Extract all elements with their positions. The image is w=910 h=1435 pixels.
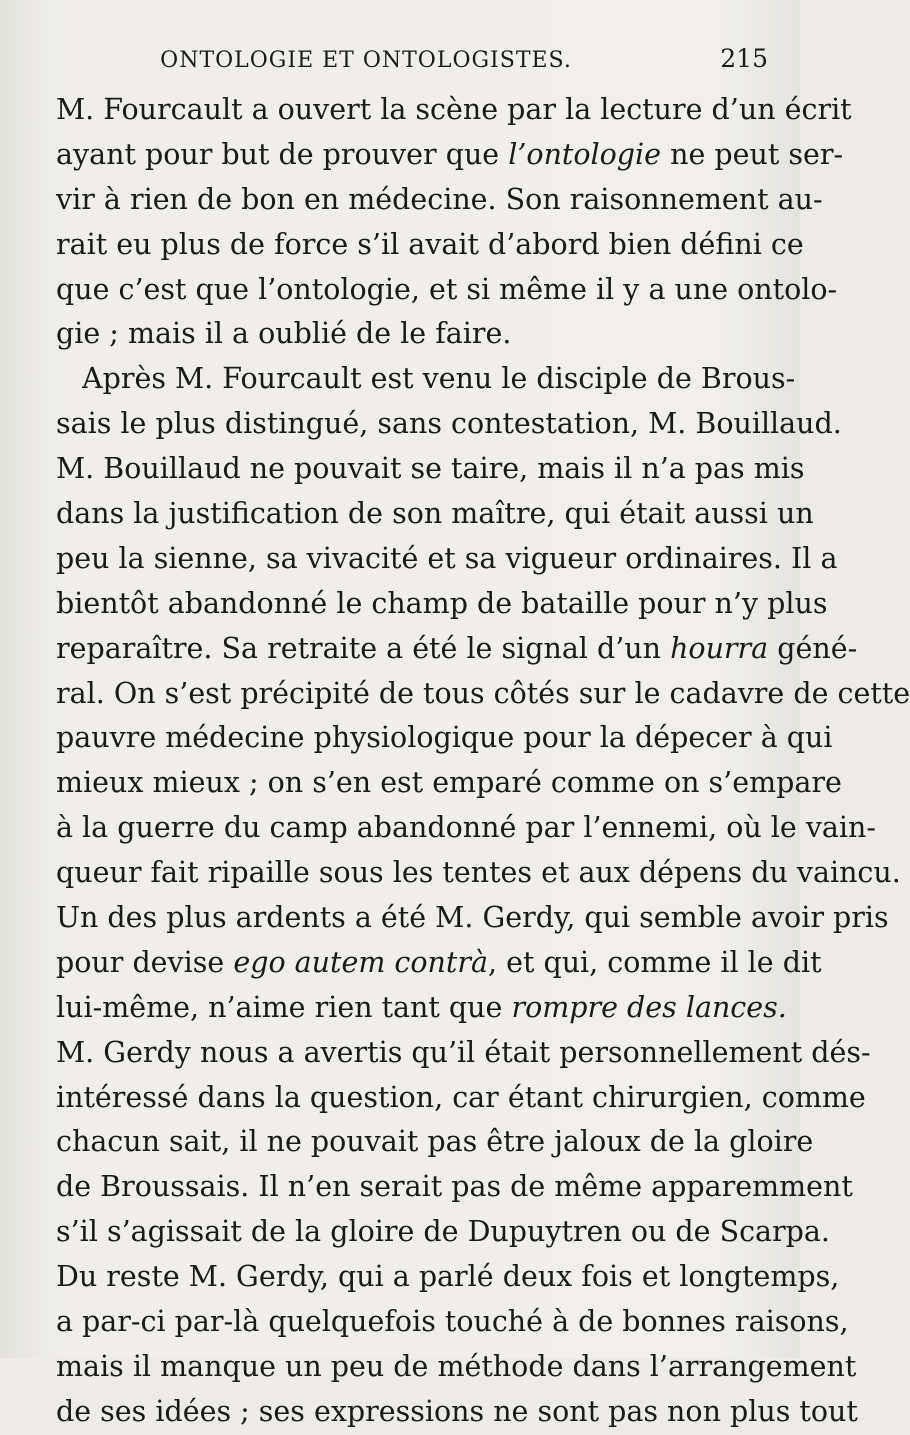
- text-segment: M. Gerdy nous a avertis qu’il était personnellement dés-: [56, 1035, 871, 1069]
- text-line: [56, 582, 828, 627]
- text-segment: chacun sait, il ne pouvait pas être jaloux de la gloire: [56, 1125, 814, 1159]
- text-line: [56, 627, 858, 672]
- text-line: [56, 537, 838, 582]
- text-line: [56, 1031, 871, 1076]
- text-segment: pour devise: [56, 945, 234, 979]
- text-segment: s’il s’agissait de la gloire de Dupuytren ou de Scarpa.: [56, 1215, 830, 1249]
- text-line: [56, 402, 842, 447]
- text-segment: de ses idées ; ses expressions ne sont pas non plus tout: [56, 1394, 858, 1428]
- text-line: [56, 1210, 830, 1255]
- text-line: [56, 896, 889, 941]
- text-segment: vir à rien de bon en médecine. Son raisonnement au-: [56, 182, 823, 216]
- text-line: [56, 88, 852, 133]
- text-line: [56, 312, 750, 357]
- text-line: [56, 268, 838, 313]
- text-segment: rait eu plus de force s’il avait d’abord bien défini ce: [56, 227, 804, 261]
- italic-text: l’ontologie: [508, 137, 662, 171]
- text-segment: bientôt abandonné le champ de bataille pour n’y plus: [56, 586, 828, 620]
- text-line: [56, 1165, 853, 1210]
- text-line: [56, 1300, 849, 1345]
- page-number: 215: [720, 44, 768, 73]
- text-line: [56, 851, 901, 896]
- text-segment: sais le plus distingué, sans contestation, M. Bouillaud.: [56, 407, 842, 441]
- text-segment: M. Fourcault a ouvert la scène par la lecture d’un écrit: [56, 93, 852, 126]
- text-segment: ne peut ser-: [661, 137, 844, 171]
- italic-text: rompre des lances.: [511, 990, 787, 1024]
- text-segment: Après M. Fourcault est venu le disciple de Brous-: [82, 362, 796, 396]
- text-line: [56, 1076, 866, 1121]
- text-segment: ral. On s’est précipité de tous côtés sur le cadavre de cette: [56, 676, 910, 710]
- text-segment: , et qui, comme il le dit: [487, 945, 822, 979]
- text-segment: reparaître. Sa retraite a été le signal d’un: [56, 631, 671, 665]
- text-segment: intéressé dans la question, car étant chirurgien, comme: [56, 1080, 866, 1114]
- text-segment: de Broussais. Il n’en serait pas de même apparemment: [56, 1170, 853, 1204]
- italic-text: ego autem contrà: [233, 945, 488, 979]
- running-head: [56, 44, 768, 84]
- text-line: [56, 1255, 840, 1300]
- text-line: [56, 1390, 858, 1435]
- text-segment: lui-même, n’aime rien tant que: [56, 990, 512, 1024]
- text-segment: dans la justification de son maître, qui était aussi un: [56, 497, 814, 531]
- text-line: [56, 761, 842, 806]
- text-line: [56, 133, 844, 178]
- text-segment: Un des plus ardents a été M. Gerdy, qui semble avoir pris: [56, 901, 889, 935]
- text-segment: peu la sienne, sa vivacité et sa vigueur ordinaires. Il a: [56, 541, 838, 575]
- text-line: [56, 357, 796, 402]
- text-segment: ayant pour but de prouver que: [56, 137, 509, 171]
- text-line: [56, 672, 910, 717]
- text-segment: géné-: [768, 631, 858, 665]
- text-segment: mais il manque un peu de méthode dans l’arrangement: [56, 1349, 857, 1383]
- text-line: [56, 941, 822, 986]
- text-line: [56, 223, 804, 268]
- text-line: [56, 806, 877, 851]
- text-segment: pauvre médecine physiologique pour la dépecer à qui: [56, 721, 833, 755]
- text-line: [56, 492, 814, 537]
- text-segment: que c’est que l’ontologie, et si même il y a une ontolo-: [56, 272, 838, 306]
- body-text: [56, 88, 910, 1435]
- text-segment: a par-ci par-là quelquefois touché à de bonnes raisons,: [56, 1305, 849, 1339]
- text-line: [56, 447, 805, 492]
- text-segment: à la guerre du camp abandonné par l’ennemi, où le vain-: [56, 811, 877, 845]
- text-line: [56, 716, 833, 761]
- text-segment: mieux mieux ; on s’en est emparé comme on s’empare: [56, 766, 842, 800]
- text-line: [56, 1120, 814, 1165]
- text-segment: gie ; mais il a oublié de le faire.: [56, 317, 512, 351]
- text-line: [56, 1345, 857, 1390]
- text-segment: queur fait ripaille sous les tentes et aux dépens du vaincu.: [56, 856, 901, 890]
- text-line: [56, 986, 787, 1031]
- text-line: [56, 178, 823, 223]
- italic-text: hourra: [670, 631, 769, 665]
- text-segment: Du reste M. Gerdy, qui a parlé deux fois et longtemps,: [56, 1260, 840, 1294]
- text-segment: M. Bouillaud ne pouvait se taire, mais il n’a pas mis: [56, 452, 805, 486]
- running-title: ONTOLOGIE ET ONTOLOGISTES.: [160, 48, 572, 73]
